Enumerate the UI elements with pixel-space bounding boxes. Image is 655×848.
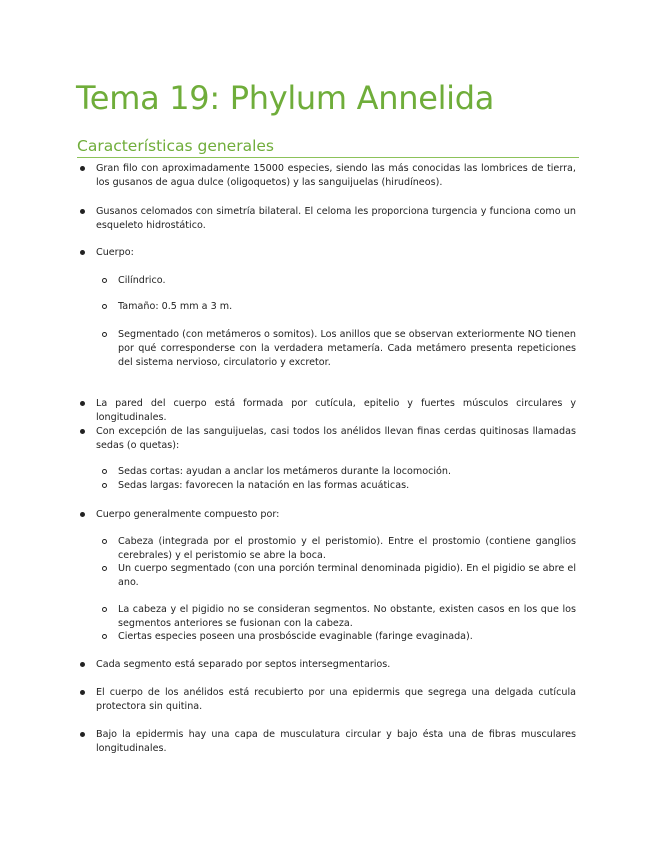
sub-list-item-text: Un cuerpo segmentado (con una porción terminal denominada pigidio). En el pigidio se abre el ano. <box>118 563 576 588</box>
sub-list-item <box>118 630 576 644</box>
list-item <box>96 425 576 453</box>
sub-list-item-text: Cilíndrico. <box>118 275 166 286</box>
list-item-text: Gusanos celomados con simetría bilateral. El celoma les proporciona turgencia y funciona como un esqueleto hidrostático. <box>96 206 576 231</box>
sub-list-item <box>118 562 576 590</box>
circle-bullet-icon <box>102 566 107 571</box>
bullet-icon <box>80 429 85 434</box>
sub-list-item-text: Ciertas especies poseen una prosbóscide evaginable (faringe evaginada). <box>118 631 473 642</box>
list-item-text: El cuerpo de los anélidos está recubierto por una epidermis que segrega una delgada cutícula protectora sin quitina. <box>96 687 576 712</box>
sub-list-item-text: Tamaño: 0.5 mm a 3 m. <box>118 301 233 312</box>
bullet-icon <box>80 690 85 695</box>
circle-bullet-icon <box>102 332 107 337</box>
sub-list-item <box>118 535 576 563</box>
sub-list-item <box>118 328 576 370</box>
sub-list-item <box>118 465 576 479</box>
bullet-icon <box>80 662 85 667</box>
circle-bullet-icon <box>102 539 107 544</box>
circle-bullet-icon <box>102 278 107 283</box>
circle-bullet-icon <box>102 483 107 488</box>
heading-divider <box>77 157 579 158</box>
sub-list-item <box>118 479 576 493</box>
sub-list-item <box>118 274 576 288</box>
list-item-text: Cuerpo generalmente compuesto por: <box>96 509 280 520</box>
bullet-icon <box>80 401 85 406</box>
sub-list-item-text: Cabeza (integrada por el prostomio y el peristomio). Entre el prostomio (contiene ganglios cerebrales) y el peristomio se abre la boca. <box>118 536 576 561</box>
list-item <box>96 728 576 756</box>
list-item-text: La pared del cuerpo está formada por cutícula, epitelio y fuertes músculos circulares y longitudinales. <box>96 398 576 423</box>
bullet-icon <box>80 732 85 737</box>
bullet-icon <box>80 512 85 517</box>
list-item-text: Bajo la epidermis hay una capa de musculatura circular y bajo ésta una de fibras musculares longitudinales. <box>96 729 576 754</box>
circle-bullet-icon <box>102 634 107 639</box>
list-item-text: Gran filo con aproximadamente 15000 especies, siendo las más conocidas las lombrices de tierra, los gusanos de agua dulce (oligoquetos) y las sanguijuelas (hirudíneos). <box>96 163 576 188</box>
bullet-icon <box>80 209 85 214</box>
circle-bullet-icon <box>102 304 107 309</box>
section-heading: Características generales <box>77 137 275 155</box>
list-item-text: Con excepción de las sanguijuelas, casi todos los anélidos llevan finas cerdas quitinosas llamadas sedas (o quetas): <box>96 426 576 451</box>
sub-list-item-text: Sedas largas: favorecen la natación en las formas acuáticas. <box>118 480 410 491</box>
list-item <box>96 246 576 260</box>
circle-bullet-icon <box>102 469 107 474</box>
list-item <box>96 397 576 425</box>
sub-list-item-text: Sedas cortas: ayudan a anclar los metámeros durante la locomoción. <box>118 466 452 477</box>
list-item-text: Cuerpo: <box>96 247 134 258</box>
sub-list-item-text: Segmentado (con metámeros o somitos). Los anillos que se observan exteriormente NO tienen por qué corresponderse con la verdadera metamería. Cada metámero presenta repeticiones del sistema nervioso, circulatorio y excretor. <box>118 329 576 368</box>
page-title: Tema 19: Phylum Annelida <box>76 79 495 117</box>
sub-list-item <box>118 603 576 631</box>
sub-list-item-text: La cabeza y el pigidio no se consideran segmentos. No obstante, existen casos en los que los segmentos anteriores se fusionan con la cabeza. <box>118 604 576 629</box>
list-item <box>96 658 576 672</box>
list-item <box>96 686 576 714</box>
list-item-text: Cada segmento está separado por septos intersegmentarios. <box>96 659 391 670</box>
bullet-icon <box>80 250 85 255</box>
list-item <box>96 205 576 233</box>
list-item <box>96 162 576 190</box>
bullet-icon <box>80 166 85 171</box>
circle-bullet-icon <box>102 607 107 612</box>
sub-list-item <box>118 300 576 314</box>
list-item <box>96 508 576 522</box>
